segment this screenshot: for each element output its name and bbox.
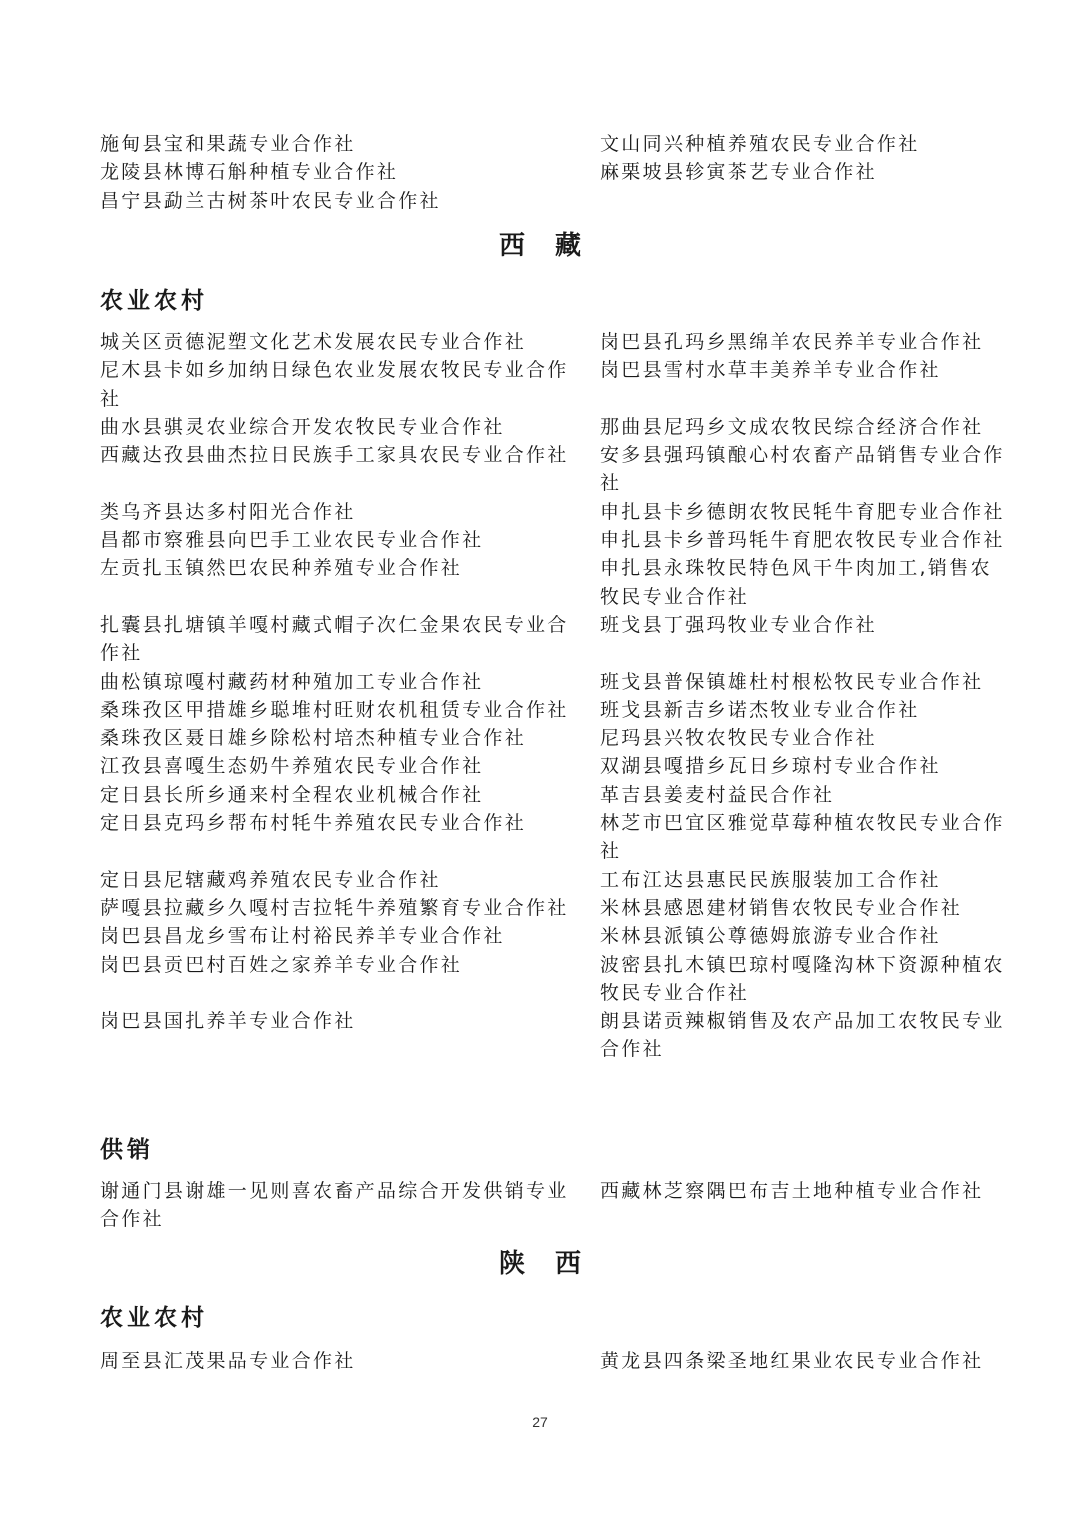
- cooperative-name: 曲松镇琼嘎村藏药材种殖加工专业合作社: [100, 670, 484, 693]
- cooperative-name: 西藏达孜县曲杰拉日民族手工家具农民专业合作社: [100, 444, 569, 467]
- cooperative-name: 双湖县嘎措乡瓦日乡琼村专业合作社: [600, 755, 941, 778]
- cooperative-name: 尼木县卡如乡加纳日绿色农业发展农牧民专业合作社: [100, 359, 569, 410]
- cooperative-name: 周至县汇茂果品专业合作社: [100, 1350, 356, 1372]
- cooperative-name: 曲水县骐灵农业综合开发农牧民专业合作社: [100, 415, 505, 438]
- province-heading-shaanxi: 陕西: [498, 1249, 611, 1279]
- category-heading-agriculture-shaanxi: 农业农村: [100, 1305, 208, 1331]
- cooperative-name: 桑珠孜区甲措雄乡聪堆村旺财农机租赁专业合作社: [100, 698, 569, 721]
- cooperative-name: 定日县克玛乡帮布村牦牛养殖农民专业合作社: [100, 812, 527, 835]
- cooperative-name: 麻栗坡县轸寅茶艺专业合作社: [600, 161, 877, 184]
- cooperative-name: 谢通门县谢雄一见则喜农畜产品综合开发供销专业合作社: [100, 1180, 569, 1231]
- cooperative-name: 江孜县喜嘎生态奶牛养殖农民专业合作社: [100, 755, 484, 778]
- xizang-supply-list: [100, 1177, 1005, 1234]
- cooperative-name: 黄龙县四条梁圣地红果业农民专业合作社: [600, 1350, 984, 1372]
- cooperative-name: 岗巴县贡巴村百姓之家养羊专业合作社: [100, 953, 463, 976]
- cooperative-name: 波密县扎木镇巴琼村嘎隆沟林下资源种植农牧民专业合作社: [600, 953, 1005, 1004]
- cooperative-name: 昌都市察雅县向巴手工业农民专业合作社: [100, 529, 484, 552]
- cooperative-name: 桑珠孜区聂日雄乡除松村培杰种植专业合作社: [100, 727, 527, 750]
- cooperative-name: 尼玛县兴牧农牧民专业合作社: [600, 727, 877, 750]
- cooperative-name: 米林县感恩建材销售农牧民专业合作社: [600, 896, 963, 919]
- cooperative-name: 申扎县永珠牧民特色风干牛肉加工,销售农牧民专业合作社: [600, 557, 992, 608]
- cooperative-name: 岗巴县国扎养羊专业合作社: [100, 1010, 356, 1033]
- cooperative-name: 类乌齐县达多村阳光合作社: [100, 500, 356, 523]
- cooperative-name: 萨嘎县拉藏乡久嘎村吉拉牦牛养殖繁育专业合作社: [100, 896, 569, 919]
- cooperative-name: 林芝市巴宜区雅觉草莓种植农牧民专业合作社: [600, 812, 1005, 863]
- cooperative-name: 革吉县姜麦村益民合作社: [600, 783, 835, 806]
- intro-cooperative-list: [100, 130, 1005, 215]
- cooperative-name: 文山同兴种植养殖农民专业合作社: [600, 133, 920, 155]
- cooperative-name: 昌宁县勐兰古树茶叶农民专业合作社: [100, 189, 441, 212]
- cooperative-name: 定日县尼辖藏鸡养殖农民专业合作社: [100, 868, 441, 891]
- category-heading-supply: 供销: [100, 1137, 154, 1163]
- cooperative-name: 左贡扎玉镇然巴农民种养殖专业合作社: [100, 557, 463, 580]
- cooperative-name: 西藏林芝察隅巴布吉土地种植专业合作社: [600, 1180, 984, 1202]
- shaanxi-agriculture-list: [100, 1347, 1005, 1375]
- cooperative-name: 定日县长所乡通来村全程农业机械合作社: [100, 783, 484, 806]
- cooperative-name: 那曲县尼玛乡文成农牧民综合经济合作社: [600, 415, 984, 438]
- xizang-agriculture-list: [100, 328, 1005, 1064]
- cooperative-name: 安多县强玛镇酿心村农畜产品销售专业合作社: [600, 444, 1005, 495]
- cooperative-name: 申扎县卡乡普玛牦牛育肥农牧民专业合作社: [600, 529, 1005, 552]
- cooperative-name: 工布江达县惠民民族服装加工合作社: [600, 868, 941, 891]
- cooperative-name: 班戈县普保镇雄杜村根松牧民专业合作社: [600, 670, 984, 693]
- cooperative-name: 朗县诺贡辣椒销售及农产品加工农牧民专业合作社: [600, 1010, 1005, 1061]
- cooperative-name: [600, 187, 1005, 215]
- cooperative-name: 班戈县新吉乡诺杰牧业专业合作社: [600, 698, 920, 721]
- cooperative-name: 施甸县宝和果蔬专业合作社: [100, 133, 356, 155]
- cooperative-name: 班戈县丁强玛牧业专业合作社: [600, 613, 877, 636]
- category-heading-agriculture: 农业农村: [100, 288, 208, 314]
- province-heading-xizang: 西藏: [498, 231, 611, 261]
- cooperative-name: 岗巴县雪村水草丰美养羊专业合作社: [600, 359, 941, 382]
- cooperative-name: 申扎县卡乡德朗农牧民牦牛育肥专业合作社: [600, 500, 1005, 523]
- cooperative-name: 米林县派镇公尊德姆旅游专业合作社: [600, 925, 941, 948]
- page-number: 27: [532, 1414, 548, 1430]
- cooperative-name: 龙陵县林博石斛种植专业合作社: [100, 161, 399, 184]
- cooperative-name: 城关区贡德泥塑文化艺术发展农民专业合作社: [100, 331, 527, 353]
- cooperative-name: 岗巴县孔玛乡黑绵羊农民养羊专业合作社: [600, 331, 984, 353]
- cooperative-name: 扎囊县扎塘镇羊嘎村藏式帽子次仁金果农民专业合作社: [100, 613, 569, 665]
- cooperative-name: 岗巴县昌龙乡雪布让村裕民养羊专业合作社: [100, 925, 505, 948]
